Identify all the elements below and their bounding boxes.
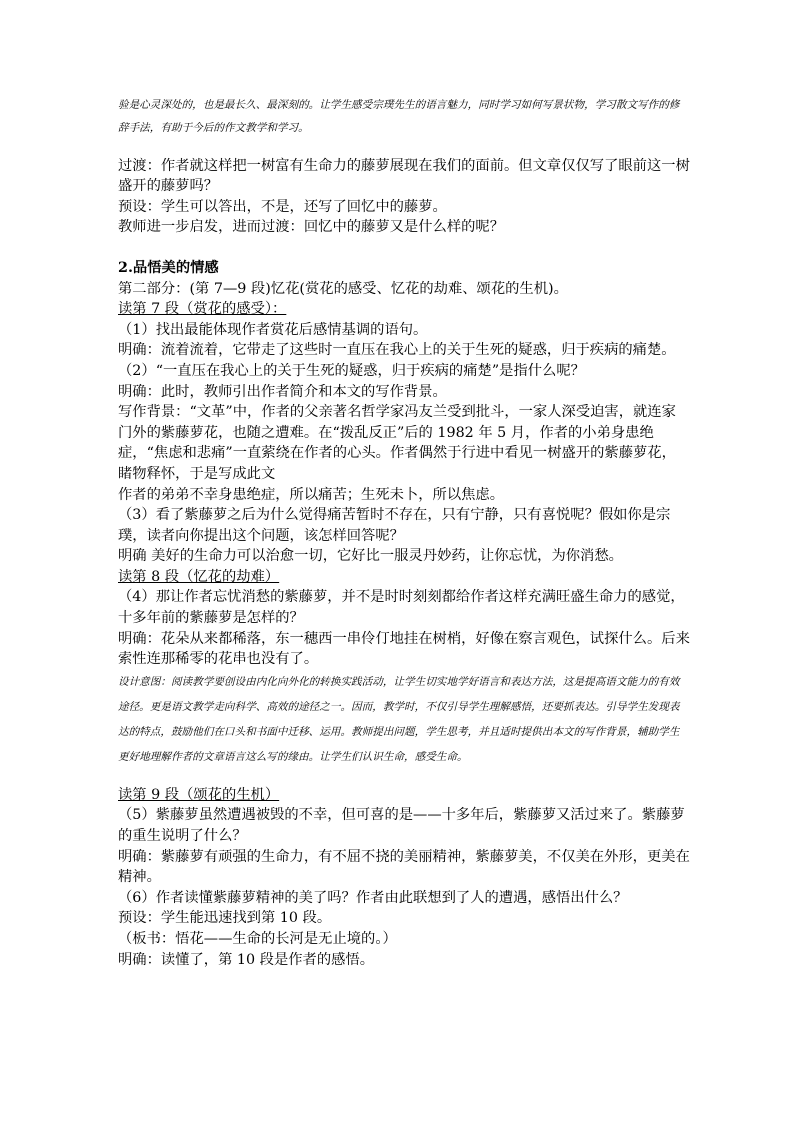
answer-6: 明确：读懂了，第 10 段是作者的感悟。 (118, 951, 375, 968)
read-paragraph-7: 读第 7 段（赏花的感受）： (118, 301, 287, 318)
spacer (118, 770, 690, 785)
answer-4: 明确：花朵从来都稀落，东一穗西一串伶仃地挂在树梢，好像在察言观色，试探什么。后来索性连那稀零的花串也没有了。 (118, 630, 690, 668)
answer-3: 明确 美好的生命力可以治愈一切，它好比一服灵丹妙药，让你忘忧，为你消愁。 (118, 548, 623, 565)
preset-6: 预设：学生能迅速找到第 10 段。 (118, 910, 332, 927)
question-5: （5）紫藤萝虽然遭遇被毁的不幸，但可喜的是——十多年后，紫藤萝又活过来了。紫藤萝的重生说明了什么？ (118, 807, 685, 845)
writing-background-note: 作者的弟弟不幸身患绝症，所以痛苦；生死未卜，所以焦虑。 (118, 486, 505, 503)
section-heading: 2.品悟美的情感 (118, 259, 219, 276)
answer-5: 明确：紫藤萝有顽强的生命力，有不屈不挠的美丽精神，紫藤萝美，不仅美在外形，更美在精神。 (118, 848, 690, 886)
teacher-guidance: 教师进一步启发，进而过渡：回忆中的藤萝又是什么样的呢？ (118, 219, 505, 236)
document-page (118, 94, 690, 970)
question-3: （3）看了紫藤萝之后为什么觉得痛苦暂时不存在，只有宁静，只有喜悦呢？假如你是宗璞，读者向你提出这个问题，该怎样回答呢？ (118, 507, 671, 544)
writing-background: 写作背景：“文革”中，作者的父亲著名哲学家冯友兰受到批斗，一家人深受迫害，就连家门外的紫藤萝花，也随之遭难。在“拨乱反正”后的 1982 年 5 月，作者的小弟身患绝症，“焦虑和悲痛”一直萦绕在作者的心头。作者偶然于行进中看见一树盛开的紫藤萝花，睹物释怀，于是写成此文 (118, 404, 676, 482)
read-paragraph-9: 读第 9 段（颂花的生机） (118, 786, 280, 803)
question-6: （6）作者读懂紫藤萝精神的美了吗？作者由此联想到了人的遭遇，感悟出什么？ (118, 889, 628, 906)
spacer (118, 140, 690, 156)
part-two-intro: 第二部分：(第 7—9 段)忆花(赏花的感受、忆花的劫难、颂花的生机)。 (118, 280, 568, 297)
preset-answer: 预设：学生可以答出，不是，还写了回忆中的藤萝。 (118, 198, 447, 215)
question-1: （1）找出最能体现作者赏花后感情基调的语句。 (118, 321, 428, 338)
blackboard-note: （板书：悟花——生命的长河是无止境的。） (118, 931, 397, 947)
spacer (118, 238, 690, 258)
question-4: （4）那让作者忘忧消愁的紫藤萝，并不是时时刻刻都给作者这样充满旺盛生命力的感觉，十多年前的紫藤萝是怎样的？ (118, 589, 685, 627)
design-intent-continued: 验是心灵深处的，也是最长久、最深刻的。让学生感受宗璞先生的语言魅力，同时学习如何写景状物，学习散文写作的修辞手法，有助于今后的作文教学和学习。 (118, 99, 680, 134)
read-paragraph-8: 读第 8 段（忆花的劫难） (118, 568, 280, 585)
question-2: （2）“一直压在我心上的关于生死的疑惑，归于疾病的痛楚”是指什么呢？ (118, 362, 585, 379)
answer-2: 明确：此时，教师引出作者简介和本文的写作背景。 (118, 383, 447, 400)
answer-1: 明确：流着流着，它带走了这些时一直压在我心上的关于生死的疑惑，归于疾病的痛楚。 (118, 342, 676, 359)
transition-paragraph: 过渡：作者就这样把一树富有生命力的藤萝展现在我们的面前。但文章仅仅写了眼前这一树盛开的藤萝吗？ (118, 157, 690, 195)
design-intent-2: 设计意图：阅读教学要创设由内化向外化的转换实践活动，让学生切实地学好语言和表达方法，这是提高语文能力的有效途径。更是语文教学走向科学、高效的途径之一。因而，教学时，不仅引导学生理解感悟，还要抓表达。引导学生发现表达的特点，鼓励他们在口头和书面中迁移、运用。教师提出问题，学生思考，并且适时提供出本文的写作背景，辅助学生更好地理解作者的文章语言这么写的缘由。让学生们认识生命，感受生命。 (118, 675, 680, 763)
